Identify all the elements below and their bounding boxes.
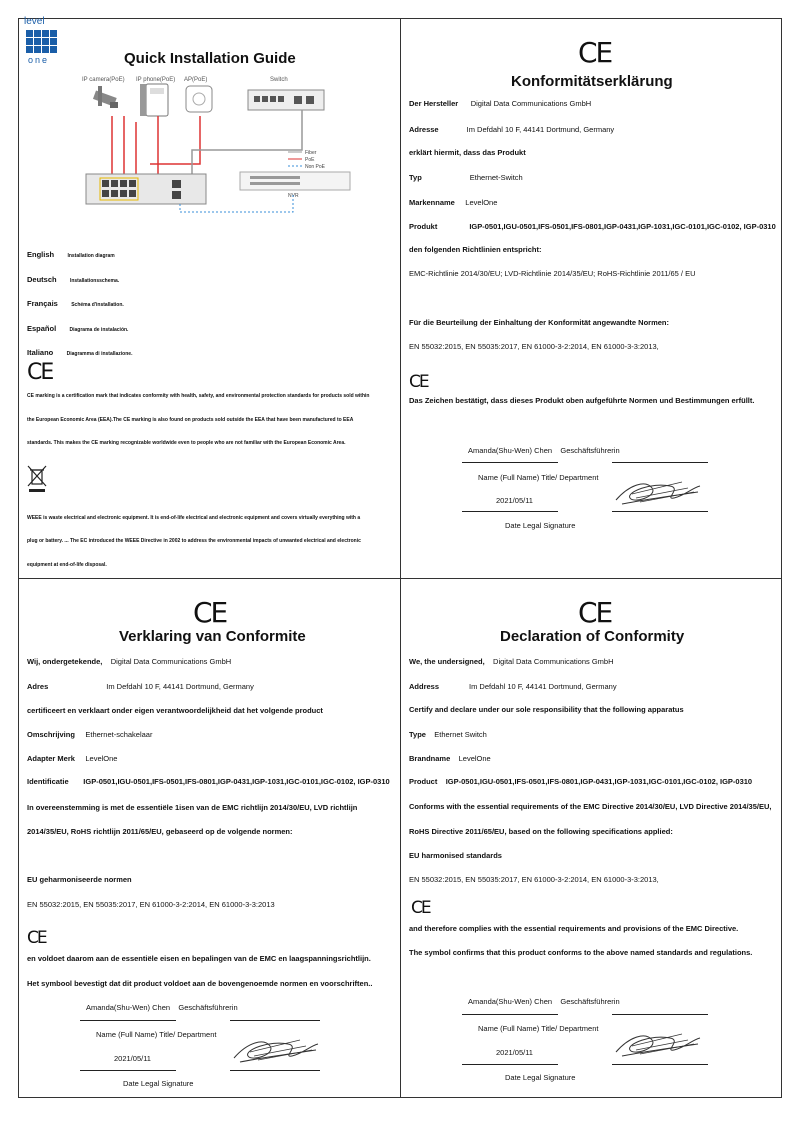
nl-sig-line-signature xyxy=(230,1070,320,1071)
quick-guide-title: Quick Installation Guide xyxy=(124,50,296,67)
de-directives: EMC-Richtlinie 2014/30/EU; LVD-Richtlinie 2014/35/EU; RoHS-Richtlinie 2011/65 / EU xyxy=(409,269,696,278)
ce-mark-icon: CE xyxy=(27,360,53,385)
de-directives-title: den folgenden Richtlinien entspricht: xyxy=(409,245,542,254)
device-label-phone: IP phone(PoE) xyxy=(136,77,176,83)
nl-date-label: Date Legal Signature xyxy=(123,1079,194,1088)
legend-poe: PoE xyxy=(305,157,315,163)
de-signer-row: Amanda(Shu-Wen) Chen Geschäftsführerin xyxy=(468,446,620,455)
legend-box xyxy=(288,150,326,170)
en-conform-line-1: Conforms with the essential requirements of the EMC Directive 2014/30/EU, LVD Directive 2014/35/EU, xyxy=(409,802,772,811)
de-ce-small-icon: CE xyxy=(409,372,428,392)
de-sig-line-date xyxy=(462,511,558,512)
vertical-divider xyxy=(400,18,401,1098)
nl-norms: EN 55032:2015, EN 55035:2017, EN 61000-3-2:2014, EN 61000-3-3:2013 xyxy=(27,900,275,909)
de-sig-line-signature xyxy=(612,511,708,512)
legend-fiber: Fiber xyxy=(305,150,317,156)
de-name-label: Name (Full Name) Title/ Department xyxy=(478,473,599,482)
lang-row-english: English Installation diagram xyxy=(27,250,115,259)
lang-row-espanol: Español Diagrama de instalación. xyxy=(27,324,129,333)
nl-symbol: Het symbool bevestigt dat dit product voldoet aan de bovengenoemde normen en voorschriften.. xyxy=(27,979,373,988)
ce-description-line-2: the European Economic Area (EEA).The CE marking is also found on products sold outside the EEA that have been manufactured to EEA xyxy=(27,417,354,423)
nl-sig-line-date xyxy=(80,1070,176,1071)
lang-row-italiano: Italiano Diagramma di installazione. xyxy=(27,348,133,357)
device-label-switch: Switch xyxy=(270,77,288,83)
en-signer-row: Amanda(Shu-Wen) Chen Geschäftsführerin xyxy=(468,997,620,1006)
en-symbol: The symbol confirms that this product conforms to the above named standards and regulations. xyxy=(409,948,753,957)
nl-complies: en voldoet daarom aan de essentiële eisen en bepalingen van de EMC en laagspanningsrichtlijn. xyxy=(27,954,371,963)
de-ce-mark-icon: CE xyxy=(578,36,612,69)
nl-title: Verklaring van Conformite xyxy=(119,628,306,645)
en-product-row: Product IGP-0501,IGU-0501,IFS-0501,IFS-0801,IGP-0431,IGP-1031,IGC-0101,IGC-0102, IGP-0310 xyxy=(409,777,753,786)
en-certify: Certify and declare under our sole responsibility that the following apparatus xyxy=(409,705,684,714)
de-confirm: Das Zeichen bestätigt, dass dieses Produkt oben aufgeführte Normen und Bestimmungen erfüllt. xyxy=(409,396,755,405)
switch-top-icon xyxy=(248,90,324,110)
weee-bin-icon xyxy=(26,464,48,494)
nl-signer-row: Amanda(Shu-Wen) Chen Geschäftsführerin xyxy=(86,1003,238,1012)
lang-row-francais: Français Schéma d'installation. xyxy=(27,299,124,308)
de-title: Konformitätserklärung xyxy=(511,73,673,90)
nl-certify: certificeert en verklaart onder eigen verantwoordelijkheid dat het volgende product xyxy=(27,706,323,715)
de-sig-line-title xyxy=(612,462,708,463)
legend-non-poe: Non PoE xyxy=(305,164,326,170)
en-sig-line-date xyxy=(462,1064,558,1065)
nvr-label: NVR xyxy=(288,193,299,199)
ip-camera-icon xyxy=(93,86,118,108)
de-date-label: Date Legal Signature xyxy=(505,521,576,530)
weee-line-3: equipment at end-of-life disposal. xyxy=(27,562,107,568)
de-declares: erklärt hiermit, dass das Produkt xyxy=(409,148,526,157)
poe-switch-icon xyxy=(86,174,206,204)
nl-sig-line-name xyxy=(80,1020,176,1021)
levelone-logo xyxy=(20,18,58,66)
en-title: Declaration of Conformity xyxy=(500,628,685,645)
en-complies: and therefore complies with the essential requirements and provisions of the EMC Directive. xyxy=(409,924,739,933)
de-date: 2021/05/11 xyxy=(496,496,533,505)
nl-sig-line-title xyxy=(230,1020,320,1021)
nl-ce-mark-icon: CE xyxy=(193,596,227,629)
en-brand-row: Brandname LevelOne xyxy=(409,754,491,763)
installation-diagram xyxy=(80,76,380,216)
nl-conform-line-1: In overeenstemming is met de essentiële 1isen van de EMC richtlijn 2014/30/EU, LVD richtlijn xyxy=(27,803,358,812)
en-address-row: Address Im Defdahl 10 F, 44141 Dortmund, Germany xyxy=(409,682,617,691)
de-brand-row: Markenname LevelOne xyxy=(409,198,498,207)
nl-desc-row: Omschrijving Ethernet-schakelaar xyxy=(27,730,153,739)
en-ce-small-icon: CE xyxy=(411,898,430,918)
de-address-row: Adresse Im Defdahl 10 F, 44141 Dortmund, Germany xyxy=(409,125,615,134)
nl-we-row: Wij, ondergetekende, Digital Data Communications GmbH xyxy=(27,657,232,666)
en-we-row: We, the undersigned, Digital Data Communications GmbH xyxy=(409,657,614,666)
nl-conform-line-2: 2014/35/EU, RoHS richtlijn 2011/65/EU, gebaseerd op de volgende normen: xyxy=(27,827,293,836)
en-ce-mark-icon: CE xyxy=(578,596,612,629)
de-norms-title: Für die Beurteilung der Einhaltung der Konformität angewandte Normen: xyxy=(409,318,670,327)
de-norms: EN 55032:2015, EN 55035:2017, EN 61000-3-2:2014, EN 61000-3-3:2013, xyxy=(409,342,659,351)
weee-line-2: plug or battery. ... The EC introduced the WEEE Directive in 2002 to address the environmental impacts of unwanted electrical and electronic xyxy=(27,538,361,544)
nl-harm-title: EU geharmoniseerde normen xyxy=(27,875,132,884)
access-point-icon xyxy=(186,86,212,112)
de-sig-line-name xyxy=(462,462,558,463)
lang-row-deutsch: Deutsch Installationsschema. xyxy=(27,275,120,284)
nl-brand-row: Adapter Merk LevelOne xyxy=(27,754,118,763)
de-type-row: Typ Ethernet-Switch xyxy=(409,173,523,182)
horizontal-divider xyxy=(18,578,782,579)
ce-description-line-1: CE marking is a certification mark that indicates conformity with health, safety, and environmental protection standards for products sold within xyxy=(27,393,370,399)
en-date: 2021/05/11 xyxy=(496,1048,533,1057)
nl-signature-icon xyxy=(230,1032,322,1068)
en-sig-line-title xyxy=(612,1014,708,1015)
weee-line-1: WEEE is waste electrical and electronic equipment. It is end-of-life electrical and electronic equipment and covers virtually everything with a xyxy=(27,515,361,521)
device-label-camera: IP camera(PoE) xyxy=(82,77,125,83)
de-signature-icon xyxy=(612,474,704,510)
en-conform-line-2: RoHS Directive 2011/65/EU, based on the following specifications applied: xyxy=(409,827,673,836)
nl-ce-small-icon: CE xyxy=(27,928,46,948)
en-signature-icon xyxy=(612,1026,704,1062)
ce-description-line-3: standards. This makes the CE marking recognizable worldwide even to people who are not familiar with the European Economic Area. xyxy=(27,440,346,446)
ip-phone-icon xyxy=(140,84,168,116)
de-manufacturer-row: Der Hersteller Digital Data Communications GmbH xyxy=(409,99,592,108)
nl-address-row: Adres Im Defdahl 10 F, 44141 Dortmund, Germany xyxy=(27,682,254,691)
logo-word-level: level xyxy=(24,16,45,27)
nvr-icon xyxy=(240,172,350,199)
en-date-label: Date Legal Signature xyxy=(505,1073,576,1082)
en-name-label: Name (Full Name) Title/ Department xyxy=(478,1024,599,1033)
nl-date: 2021/05/11 xyxy=(114,1054,151,1063)
nl-ident-row: Identificatie IGP-0501,IGU-0501,IFS-0501,IFS-0801,IGP-0431,IGP-1031,IGC-0101,IGC-0102, IGP-0310 xyxy=(27,777,390,786)
logo-word-one: one xyxy=(28,55,50,65)
device-label-ap: AP(PoE) xyxy=(184,77,208,83)
en-harm-title: EU harmonised standards xyxy=(409,851,502,860)
en-type-row: Type Ethernet Switch xyxy=(409,730,487,739)
en-sig-line-name xyxy=(462,1014,558,1015)
de-product-row: Produkt IGP-0501,IGU-0501,IFS-0501,IFS-0801,IGP-0431,IGP-1031,IGC-0101,IGC-0102, IGP-0310 xyxy=(409,222,776,231)
nl-name-label: Name (Full Name) Title/ Department xyxy=(96,1030,217,1039)
en-norms: EN 55032:2015, EN 55035:2017, EN 61000-3-2:2014, EN 61000-3-3:2013, xyxy=(409,875,659,884)
en-sig-line-signature xyxy=(612,1064,708,1065)
